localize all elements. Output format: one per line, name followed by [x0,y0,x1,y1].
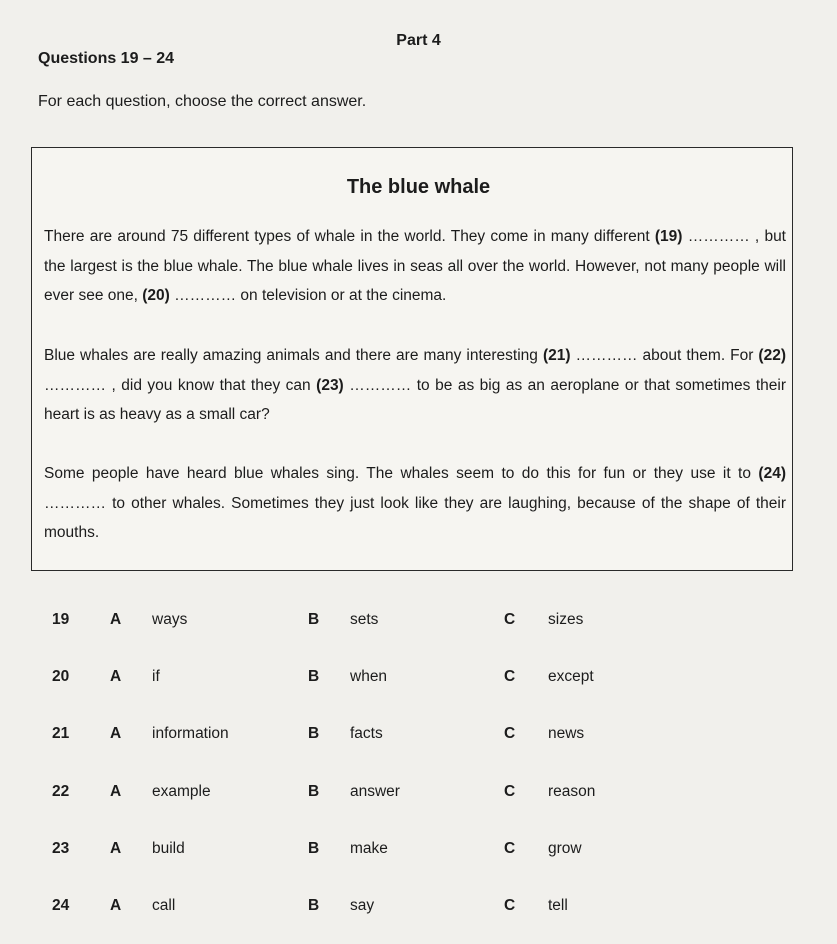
option-a-letter[interactable]: A [110,611,122,628]
text-segment: ………… to be as big as an aeroplane or that sometimes their heart is as heavy as a small car? [44,376,786,423]
option-b-text[interactable]: make [350,840,388,857]
option-a-text[interactable]: call [152,897,176,914]
question-row-19 [0,611,837,637]
question-number: 21 [52,725,70,742]
option-b-letter[interactable]: B [308,840,320,857]
part-heading: Part 4 [396,32,441,49]
option-a-letter[interactable]: A [110,897,122,914]
gap-22: (22) [758,347,786,364]
option-c-letter[interactable]: C [504,725,516,742]
option-c-letter[interactable]: C [504,840,516,857]
option-a-text[interactable]: if [152,668,160,685]
option-a-letter[interactable]: A [110,840,122,857]
option-b-text[interactable]: answer [350,783,400,800]
question-number: 23 [52,840,70,857]
option-c-text[interactable]: grow [548,840,582,857]
text-segment: Some people have heard blue whales sing. The whales seem to do this for fun or they use it to [44,465,759,482]
gap-24: (24) [758,465,786,482]
passage-paragraph-1 [44,222,786,311]
gap-23: (23) [316,376,344,394]
passage-paragraph-2 [44,341,786,430]
gap-19: (19) [654,228,683,245]
option-a-text[interactable]: build [152,840,185,857]
text-segment: ………… on television or at the cinema. [169,287,447,304]
passage-paragraph-3 [44,459,786,548]
option-c-text[interactable]: reason [548,783,596,800]
option-b-text[interactable]: facts [350,725,383,742]
questions-range: Questions 19 – 24 [38,50,175,67]
text-segment: ………… , but the largest is the blue whale. The blue whale lives in seas all over the world. However, not many people will ever see one, [44,228,786,304]
option-b-text[interactable]: sets [350,611,379,628]
option-a-text[interactable]: ways [152,611,188,628]
option-b-letter[interactable]: B [308,897,320,914]
gap-20: (20) [142,287,170,304]
question-row-22 [0,783,837,809]
option-b-text[interactable]: when [350,668,388,685]
option-c-text[interactable]: news [548,725,585,742]
option-b-letter[interactable]: B [308,783,320,800]
text-segment: ………… about them. For [570,347,759,364]
option-a-text[interactable]: example [152,783,211,800]
option-c-letter[interactable]: C [504,783,516,800]
option-a-letter[interactable]: A [110,668,122,685]
option-c-letter[interactable]: C [504,668,516,685]
option-c-text[interactable]: except [548,668,594,685]
option-a-letter[interactable]: A [110,725,122,742]
text-segment: ………… , did you know that they can [44,376,317,394]
question-row-23 [0,840,837,866]
question-row-24 [0,897,837,923]
text-segment: ………… to other whales. Sometimes they just look like they are laughing, because of the shape of their mouths. [44,494,786,541]
question-row-21 [0,725,837,751]
option-c-letter[interactable]: C [504,897,516,914]
text-segment: There are around 75 different types of whale in the world. They come in many different [44,228,655,245]
question-number: 19 [52,611,70,628]
question-row-20 [0,668,837,694]
passage-title: The blue whale [346,176,491,198]
option-b-letter[interactable]: B [308,668,320,685]
option-b-letter[interactable]: B [308,611,320,628]
option-a-letter[interactable]: A [110,783,122,800]
question-number: 20 [52,668,70,685]
question-number: 24 [52,897,70,914]
option-b-text[interactable]: say [350,897,375,914]
option-a-text[interactable]: information [152,725,229,742]
option-c-text[interactable]: tell [548,897,568,914]
text-segment: Blue whales are really amazing animals and there are many interesting [44,347,543,364]
option-c-text[interactable]: sizes [548,611,584,628]
gap-21: (21) [542,347,571,364]
option-b-letter[interactable]: B [308,725,320,742]
option-c-letter[interactable]: C [504,611,516,628]
question-number: 22 [52,783,70,800]
instruction-text: For each question, choose the correct answer. [38,93,367,110]
